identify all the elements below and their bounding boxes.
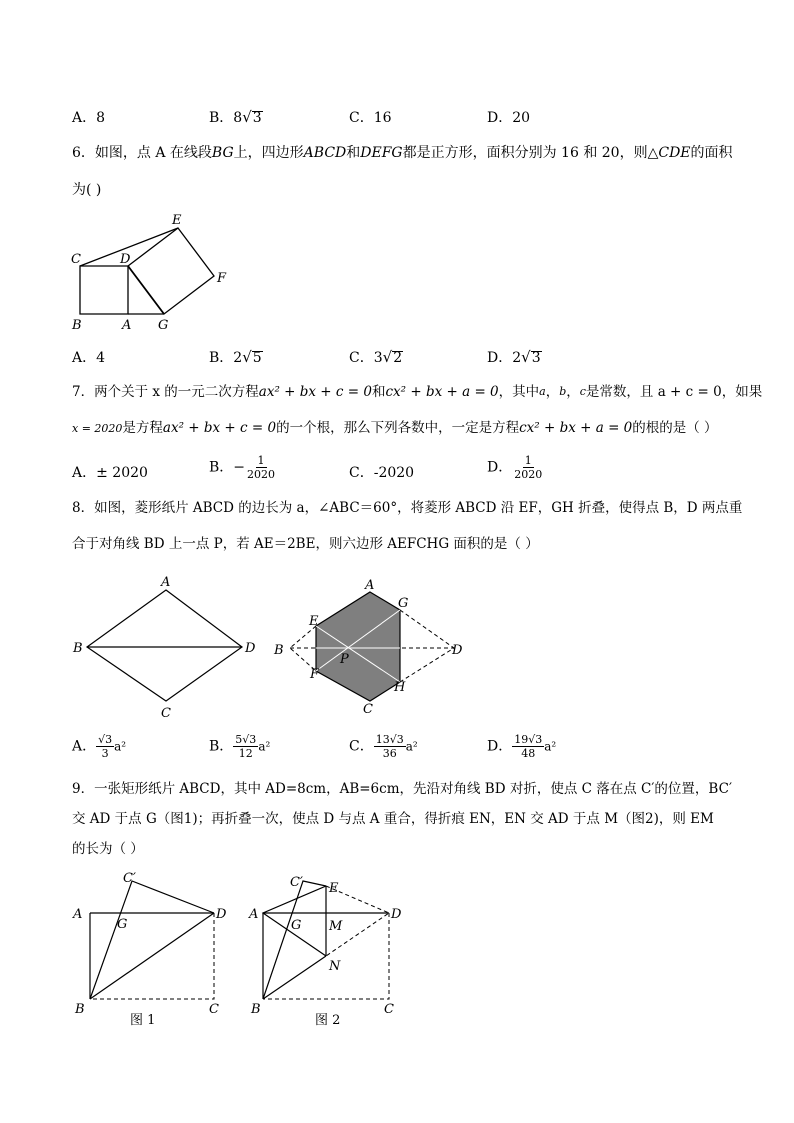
rhombus-abcd (87, 590, 242, 701)
q7-option-c (349, 462, 414, 482)
q9-stem-line2: 交 AD 于点 G（图1)；再折叠一次，使点 D 与点 A 重合，得折痕 EN，EN 交 AD 于点 M（图2)，则 EM (72, 811, 714, 827)
q5-option-a-text: A．8 (72, 110, 106, 126)
q6-text: DEFG (360, 145, 403, 161)
folded-triangle (90, 881, 214, 999)
fraction-numerator: 1 (524, 454, 532, 467)
label-c: C (161, 706, 171, 720)
q9-stem-line1: 9．一张矩形纸片 ABCD，其中 AD=8cm，AB=6cm，先沿对角线 BD 对折，使点 C 落在点 C′的位置，BC′ (72, 781, 733, 797)
q6-figure (68, 208, 238, 333)
label-d: D (452, 643, 463, 658)
q6-option-c: C．3√2 (349, 348, 403, 366)
q8-stem-line2: 合于对角线 BD 上一点 P，若 AE＝2BE，则六边形 AEFCHG 面积的是（ ） (72, 536, 539, 552)
q8-option-d-suffix: a² (544, 739, 557, 754)
q8-option-b (209, 733, 270, 760)
q8-option-a-suffix: a² (114, 739, 127, 754)
q6-text: 的面积 (690, 145, 733, 161)
fraction-numerator: 5√3 (235, 733, 257, 746)
label-d: D (120, 252, 131, 267)
q7-option-b-prefix: B．− (209, 459, 246, 476)
q8-option-b-suffix: a² (258, 739, 271, 754)
label-g: G (158, 318, 169, 333)
fraction-numerator: 1 (257, 454, 265, 467)
q8-figure-rhombus (70, 570, 270, 720)
q8-option-a-prefix: A． (72, 738, 97, 755)
q9-stem-line3: 的长为（ ） (72, 841, 144, 857)
q7-equation: x = 2020 (72, 422, 123, 435)
label-p: P (340, 652, 349, 667)
label-a: A (73, 907, 83, 922)
label-a: A (249, 907, 259, 922)
q7-text: ，其中 (498, 384, 540, 400)
q6-option-b: B．2√5 (209, 348, 262, 366)
fraction-denominator: 12 (238, 747, 253, 760)
q6-option-b-radicand: 5 (252, 350, 262, 366)
label-b: B (251, 1002, 261, 1017)
fraction-numerator: √3 (98, 733, 113, 746)
q7-text: ， (545, 384, 560, 400)
q7-equation: ax² + bx + c = 0 (162, 420, 277, 436)
diagonal-bn (263, 956, 326, 999)
q7-text: 的一个根，那么下列各数中，一定是方程 (276, 420, 520, 436)
q6-text: 都是正方形，面积分别为 16 和 20，则△ (402, 145, 659, 161)
fraction-denominator: 36 (382, 747, 397, 760)
label-c-prime: C′ (290, 875, 303, 890)
q6-option-c-radicand: 2 (393, 350, 403, 366)
q8-option-b-prefix: B． (209, 738, 234, 755)
q7-option-d-prefix: D． (487, 459, 513, 476)
q7-var-c: c (579, 385, 586, 398)
q9-figure-1 (70, 866, 240, 1028)
label-h: H (394, 680, 406, 695)
label-f: F (310, 667, 320, 682)
square-defg (128, 228, 214, 314)
q6-stem-line1 (72, 143, 733, 163)
q8-option-a-fraction (96, 733, 114, 760)
q7-text: 7．两个关于 x 的一元二次方程 (72, 384, 259, 400)
figure-caption: 图 1 (130, 1013, 156, 1028)
label-d: D (391, 907, 402, 922)
q6-stem-line2: 为( ) (72, 182, 102, 198)
q6-option-d-prefix: D．2 (487, 350, 522, 366)
q5-option-b-radicand: 3 (252, 110, 262, 126)
label-a: A (161, 575, 171, 590)
label-m: M (329, 919, 343, 934)
q8-option-d-prefix: D． (487, 738, 513, 755)
q8-option-d-fraction (512, 733, 544, 760)
q6-text: 6．如图，点 A 在线段 (72, 145, 212, 161)
segment-dg (128, 266, 164, 314)
q8-option-c-prefix: C． (349, 738, 374, 755)
q6-option-a (72, 347, 105, 367)
diagonal-bd (90, 913, 214, 999)
label-b: B (72, 318, 82, 333)
label-g: G (291, 918, 302, 933)
q7-text: 的根的是（ ） (632, 420, 718, 436)
q7-equation: ax² + bx + c = 0 (258, 384, 372, 400)
folded-edge (263, 881, 326, 999)
q9-figure-2 (245, 866, 415, 1028)
q7-option-d (487, 454, 544, 481)
q8-option-d (487, 733, 556, 760)
q6-text: ABCD (303, 145, 347, 161)
q7-text: ， (566, 384, 580, 400)
fold-triangle-d (400, 610, 454, 682)
q5-option-c-text: C．16 (349, 110, 392, 126)
label-c-prime: C′ (123, 871, 136, 886)
q7-stem-line1 (72, 382, 762, 402)
q7-var-b: b (559, 385, 567, 398)
label-n: N (329, 959, 341, 974)
q8-option-b-fraction (233, 733, 258, 760)
figure-caption: 图 2 (315, 1013, 341, 1028)
q7-text: 和 (371, 384, 386, 400)
label-d: D (216, 907, 227, 922)
q8-option-a (72, 733, 126, 760)
q6-option-d: D．2√3 (487, 348, 541, 366)
label-a: A (365, 578, 375, 593)
label-e: E (172, 213, 182, 228)
q5-option-a (72, 107, 105, 127)
q7-var-a: a (539, 385, 546, 398)
q7-text: 是常数，且 a + c = 0，如果 (585, 384, 763, 400)
q7-option-c-text: C．-2020 (349, 465, 415, 481)
q7-equation: cx² + bx + a = 0 (385, 384, 499, 400)
q6-text: 和 (346, 145, 361, 161)
q5-option-c (349, 107, 392, 127)
label-a: A (122, 318, 132, 333)
q7-stem-line2 (72, 418, 718, 439)
q6-text: CDE (658, 145, 691, 161)
q8-option-c (349, 733, 418, 760)
square-abcd (80, 266, 128, 314)
label-f: F (217, 271, 227, 286)
q5-option-d-text: D．20 (487, 110, 531, 126)
q5-option-b: B．8√3 (209, 108, 262, 126)
q6-option-b-prefix: B．2 (209, 350, 243, 366)
q8-option-c-fraction (374, 733, 406, 760)
label-g: G (117, 917, 128, 932)
label-c: C (384, 1002, 394, 1017)
label-c: C (363, 702, 373, 717)
q7-equation: cx² + bx + a = 0 (519, 420, 633, 436)
q6-option-c-prefix: C．3 (349, 350, 383, 366)
q8-figure-folded (270, 575, 470, 720)
q6-option-d-radicand: 3 (531, 350, 541, 366)
q8-option-c-suffix: a² (405, 739, 418, 754)
q7-option-b (209, 454, 277, 481)
fraction-denominator: 48 (521, 747, 536, 760)
label-b: B (73, 641, 83, 656)
q7-text: 是方程 (122, 420, 163, 436)
fraction-numerator: 19√3 (514, 733, 543, 746)
label-b: B (75, 1002, 85, 1017)
q6-text: BG (211, 145, 234, 161)
q7-option-a (72, 462, 148, 482)
fraction-numerator: 13√3 (375, 733, 404, 746)
label-d: D (245, 641, 256, 656)
label-c: C (71, 252, 81, 267)
q6-text: 上，四边形 (233, 145, 304, 161)
q7-option-d-fraction (512, 454, 544, 481)
q5-option-d (487, 107, 530, 127)
label-e: E (309, 614, 319, 629)
fraction-denominator: 2020 (247, 468, 276, 481)
label-c: C (209, 1002, 219, 1017)
label-e: E (329, 881, 339, 896)
q8-stem-line1: 8．如图，菱形纸片 ABCD 的边长为 a，∠ABC＝60°，将菱形 ABCD 沿 EF，GH 折叠，使得点 B，D 两点重 (72, 500, 743, 516)
q6-option-a-text: A．4 (72, 350, 106, 366)
label-g: G (398, 596, 409, 611)
q7-option-b-fraction (245, 454, 277, 481)
fraction-denominator: 2020 (514, 468, 543, 481)
hexagon-aefchg (316, 592, 400, 701)
q7-option-a-text: A．± 2020 (72, 465, 148, 481)
label-b: B (274, 643, 284, 658)
fraction-denominator: 3 (101, 747, 109, 760)
q5-option-b-prefix: B．8 (209, 110, 243, 126)
